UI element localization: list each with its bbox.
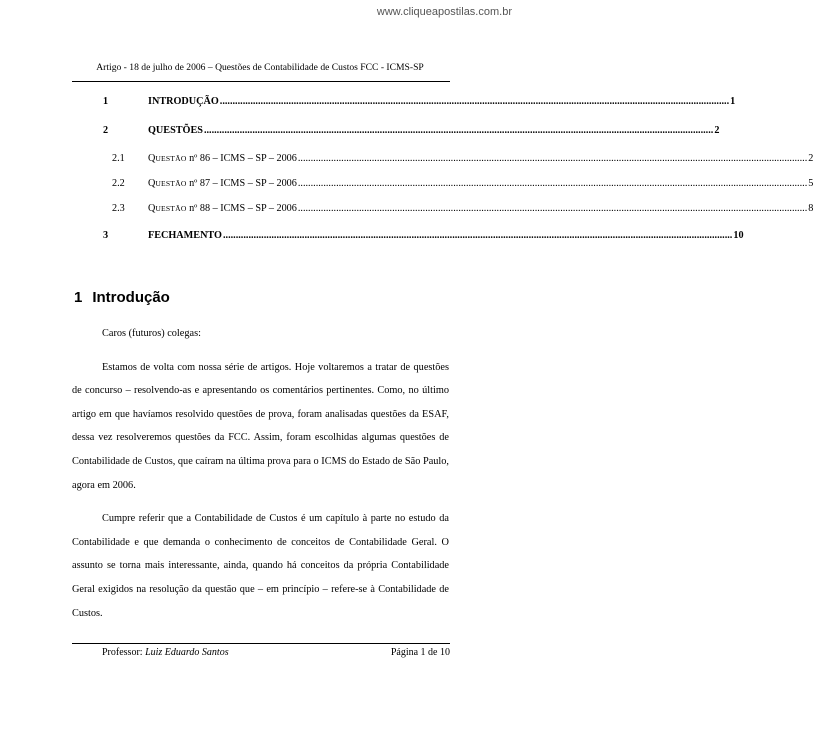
toc-title: QUESTÃO nº 86 – ICMS – SP – 2006: [148, 153, 297, 164]
toc-page: 8: [808, 203, 813, 214]
toc-entry-2-2[interactable]: [100, 178, 813, 189]
footer-author: Luiz Eduardo Santos: [145, 647, 229, 658]
section-number: 1: [74, 289, 83, 306]
toc-number: 3: [103, 230, 109, 241]
toc-number: 2.2: [112, 178, 125, 189]
page-header: Artigo - 18 de julho de 2006 – Questões de Contabilidade de Custos FCC - ICMS-SP: [96, 62, 424, 73]
footer-page-number: Página 1 de 10: [390, 647, 450, 658]
page-footer: [102, 647, 450, 658]
toc-entry-1[interactable]: [100, 96, 736, 107]
toc-title: QUESTÕES: [148, 125, 203, 136]
footer-label: Professor:: [102, 647, 143, 658]
toc-title: INTRODUÇÃO: [148, 96, 219, 107]
toc-entry-2-3[interactable]: [100, 203, 813, 214]
toc-leader: ........................................................................................................................................................................................................: [219, 96, 730, 107]
toc-leader: ........................................................................................................................................................................................................: [203, 125, 714, 136]
toc-leader: ........................................................................................................................................................................................................: [297, 178, 808, 189]
body-text: [72, 322, 449, 635]
toc-number: 2.1: [112, 153, 125, 164]
toc-leader: ........................................................................................................................................................................................................: [222, 230, 733, 241]
section-title: Introdução: [92, 289, 170, 306]
toc-entry-2[interactable]: [100, 125, 720, 136]
toc-page: 2: [714, 125, 720, 136]
toc-page: 5: [808, 178, 813, 189]
paragraph: Cumpre referir que a Contabilidade de Custos é um capítulo à parte no estudo da Contabilidade e que demanda o conhecimento de conceitos de Contabilidade Geral. O assunto se torna mais interessante, ainda, quando há conceitos da própria Contabilidade Geral exigidos na resolução da questão que – em princípio – refere-se à Contabilidade de Custos.: [72, 513, 449, 619]
toc-number: 2: [103, 125, 109, 136]
paragraph-greeting: Caros (futuros) colegas:: [102, 328, 201, 339]
toc-leader: ........................................................................................................................................................................................................: [297, 153, 808, 164]
toc-page: 1: [730, 96, 736, 107]
toc-entry-3[interactable]: [100, 230, 744, 241]
toc-title: QUESTÃO nº 88 – ICMS – SP – 2006: [148, 203, 297, 214]
toc-number: 2.3: [112, 203, 125, 214]
toc-title: FECHAMENTO: [148, 230, 222, 241]
section-heading: [74, 289, 170, 306]
paragraph: Estamos de volta com nossa série de artigos. Hoje voltaremos a tratar de questões de concurso – resolvendo-as e apresentando os comentários pertinentes. Como, no último artigo em que havíamos resolvido questões de prova, foram analisadas questões da ESAF, dessa vez resolveremos questões da FCC. Assim, foram escolhidas algumas questões de Contabilidade de Custos, que caíram na última prova para o ICMS do Estado de São Paulo, agora em 2006.: [72, 361, 449, 491]
toc-title: QUESTÃO nº 87 – ICMS – SP – 2006: [148, 178, 297, 189]
site-watermark: www.cliqueapostilas.com.br: [376, 6, 512, 18]
footer-rule: [72, 643, 450, 644]
toc-page: 2: [808, 153, 813, 164]
toc-page: 10: [733, 230, 744, 241]
footer-author-block: [102, 647, 229, 658]
header-rule: [72, 81, 450, 82]
toc-number: 1: [103, 96, 109, 107]
toc-leader: ........................................................................................................................................................................................................: [297, 203, 808, 214]
toc-entry-2-1[interactable]: [100, 153, 813, 164]
